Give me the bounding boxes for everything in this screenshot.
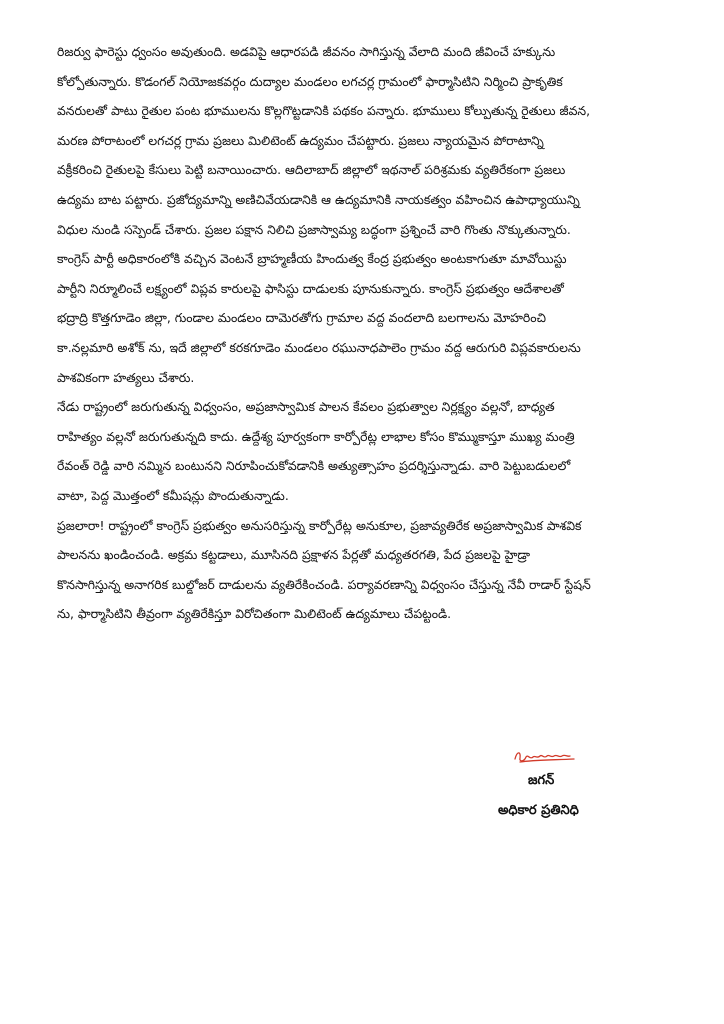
text-line: కా.నల్లమారి అశోక్ ను, ఇదే జిల్లాలో కరకగూడెం మండలం రఘునాధపాలెం గ్రామం వద్ద ఆరుగురి విప్లవకారులను xyxy=(57,339,581,355)
text-line: కాంగ్రెస్ పార్టీ అధికారంలోకి వచ్చిన వెంటనే బ్రాహ్మణీయ హిందుత్వ కేంద్ర ప్రభుత్వం అంటకాగుతూ మావోయిస్టు xyxy=(57,251,567,267)
text-line: భద్రాద్రి కొత్తగూడెం జిల్లా, గుండాల మండలం దామెరతోగు గ్రామాల వద్ద వందలాది బలగాలను మోహరించి xyxy=(57,310,546,326)
text-line: పాలనను ఖండించండి. అక్రమ కట్టడాలు, మూసినది ప్రక్షాళన పేర్లతో మధ్యతరగతి, పేద ప్రజలపై హైడ్రా xyxy=(57,547,531,563)
text-line: రిజర్వు ఫారెస్టు ధ్వంసం అవుతుంది. అడవిపై ఆధారపడి జీవనం సాగిస్తున్న వేలాది మంది జీవించే హక్కును xyxy=(57,44,556,59)
text-line: ఉద్యమ బాట పట్టారు. ప్రజోద్యమాన్ని అణిచివేయడానికి ఆ ఉద్యమానికి నాయకత్వం వహించిన ఉపాధ్యాయున్ని xyxy=(57,191,580,207)
text-line: రాహిత్యం వల్లనో జరుగుతున్నది కాదు. ఉద్దేశ్య పూర్వకంగా కార్పోరేట్ల లాభాల కోసం కొమ్ముకాస్తూ ముఖ్య మంత్రి xyxy=(57,428,575,444)
text-line: ప్రజలారా! రాష్ట్రంలో కాంగ్రెస్ ప్రభుత్వం అనుసరిస్తున్న కార్పోరేట్ల అనుకూల, ప్రజావ్యతిరేక అప్రజాస్వామిక పాశవిక xyxy=(57,517,582,533)
text-line: వక్రీకరించి రైతులపై కేసులు పెట్టి బనాయించారు. ఆదిలాబాద్ జిల్లాలో ఇథనాల్ పరిశ్రమకు వ్యతిరేకంగా ప్రజలు xyxy=(57,162,566,178)
handwritten-signature xyxy=(512,745,582,767)
signer-name: జగన్ xyxy=(528,773,555,788)
text-line: పాశవికంగా హత్యలు చేశారు. xyxy=(57,369,195,385)
signer-role: అధికార ప్రతినిధి xyxy=(498,803,579,818)
text-line: వనరులతో పాటు రైతుల పంట భూములను కొల్లగొట్టడానికి పథకం పన్నారు. భూములు కోల్పుతున్న రైతులు జీవన, xyxy=(57,103,591,119)
text-line: మరణ పోరాటంలో లగచర్ల గ్రామ ప్రజలు మిలిటెంట్ ఉద్యమం చేపట్టారు. ప్రజలు న్యాయమైన పోరాటాన్ని xyxy=(57,132,544,148)
text-line: పార్టీని నిర్మూలించే లక్ష్యంలో విప్లవ కారులపై ఫాసిస్టు దాడులకు పూనుకున్నారు. కాంగ్రెస్ ప్రభుత్వం ఆదేశాలతో xyxy=(57,280,564,296)
paragraph-2 xyxy=(57,392,669,510)
text-line: ను, ఫార్మాసిటిని తీవ్రంగా వ్యతిరేకిస్తూ విరోచితంగా మిలిటెంట్ ఉద్యమాలు చేపట్టండి. xyxy=(57,606,452,622)
paragraph-1 xyxy=(57,37,669,392)
document-body xyxy=(57,37,669,629)
text-line: నేడు రాష్ట్రంలో జరుగుతున్న విధ్వంసం, అప్రజాస్వామిక పాలన కేవలం ప్రభుత్వాల నిర్లక్ష్యం వల్లనో, బాధ్యత xyxy=(57,399,555,415)
text-line: కొనసాగిస్తున్న అనాగరిక బుల్డోజర్ దాడులను వ్యతిరేకించండి. పర్యావరణాన్ని విధ్వంసం చేస్తున్న నేవీ రాడార్ స్టేషన్ xyxy=(57,576,591,592)
text-line: విధుల నుండి సస్పెండ్ చేశారు. ప్రజల పక్షాన నిలిచి ప్రజాస్వామ్య బద్ధంగా ప్రశ్నించే వారి గొంతు నొక్కుతున్నారు. xyxy=(57,221,571,237)
text-line: వాటా, పెద్ద మొత్తంలో కమీషన్లు పొందుతున్నాడు. xyxy=(57,487,289,503)
paragraph-3 xyxy=(57,511,669,629)
text-line: రేవంత్ రెడ్డి వారి నమ్మిన బంటునని నిరూపించుకోవడానికి అత్యుత్సాహం ప్రదర్శిస్తున్నాడు. వారి పెట్టుబడులలో xyxy=(57,458,571,474)
text-line: కోల్పోతున్నారు. కొడంగల్ నియోజకవర్గం దుద్యాల మండలం లగచర్ల గ్రామంలో ఫార్మాసిటిని నిర్మించి ప్రాకృతిక xyxy=(57,73,563,89)
